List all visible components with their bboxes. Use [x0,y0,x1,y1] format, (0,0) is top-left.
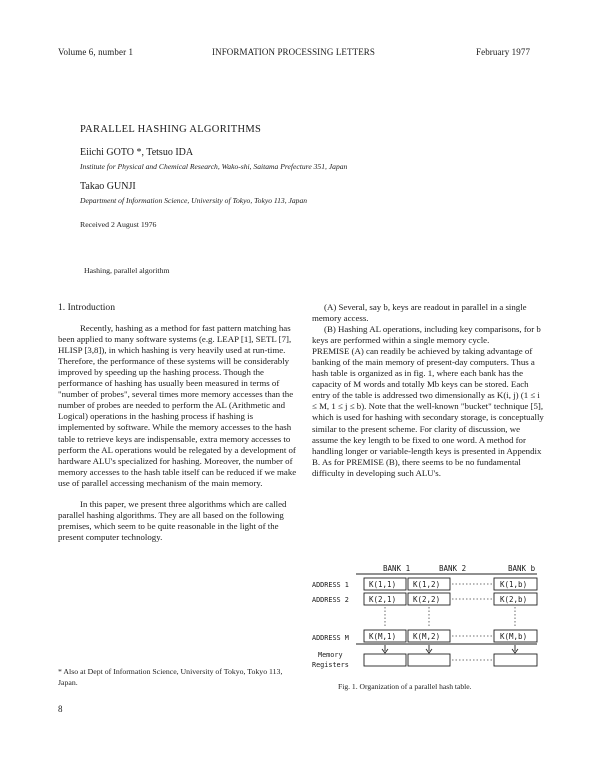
registers-label: Registers [312,661,349,669]
running-header-date: February 1977 [476,47,531,57]
running-header-journal: INFORMATION PROCESSING LETTERS [212,47,376,57]
paper-title: PARALLEL HASHING ALGORITHMS [80,124,262,135]
cell-k-m-2: K(M,2) [413,632,441,641]
received-date: Received 2 August 1976 [80,220,157,229]
running-header-volume: Volume 6, number 1 [58,47,134,57]
premise-discussion: PREMISE (A) can readily be achieved by taking advantage of banking of the main memory of present-day computers. Thus a hash table is organized as in fig. 1, where each bank has the capacity of M words and totally Mb keys can be stored. Each entry of the table is addressed two dimensionally as K(i, j) (1 ≤ i ≤ M, 1 ≤ j ≤ b). Note that the well-known "bucket" technique [5], which is used for hashing with secondary storage, is conceptually similar to the present scheme. For clarity of discussion, we assume the key length to be fixed to one word. A method for handling longer or variable-length keys is presented in Appendix B. As for PREMISE (B), there seems to be no fundamental difficulty in developing such ALU's. [312,346,544,478]
bank-b-label: BANK b [508,564,536,573]
figure-caption: Fig. 1. Organization of a parallel hash table. [338,682,472,691]
hash-table-figure [310,560,546,678]
cell-k-m-b: K(M,b) [500,632,528,641]
premise-b: (B) Hashing AL operations, including key comparisons, for b keys are performed within a single memory cycle. [312,324,541,346]
cell-k-2-b: K(2,b) [500,595,528,604]
cell-k-2-2: K(2,2) [413,595,441,604]
affiliation-2: Department of Information Science, University of Tokyo, Tokyo 113, Japan [80,196,308,205]
section-heading: 1. Introduction [58,302,116,313]
intro-paragraph-1: Recently, hashing as a method for fast pattern matching has been applied to many software systems (e.g. LEAP [1], SETL [7], HLISP [3,8]), in which hashing is very heavily used at run-time. Therefore, the performance of these systems will be considerably improved by speeding up the hashing process. Though the performance of hashing has usually been measured in terms of "number of probes", several times more memory accesses than the number of probes are needed to perform the AL (Arithmetic and Logical) operations in the hashing process if hashing is implemented by software. While the memory accesses to the hash table to retrieve keys are indispensable, extra memory accesses to perform the AL operations would be relegated by a development of hardware ALU's specialized for hashing. Moreover, the number of memory accesses to the hash table itself can be reduced if we make use of parallel accessing mechanism of the main memory. [58,323,297,488]
row-label-address-m: ADDRESS M [312,634,349,642]
cell-k-1-b: K(1,b) [500,580,528,589]
memory-label: Memory [318,651,343,659]
cell-k-1-1: K(1,1) [369,580,397,589]
right-column [312,302,544,479]
left-column [58,302,298,543]
bank-1-label: BANK 1 [383,564,411,573]
footnote: * Also at Dept of Information Science, University of Tokyo, Tokyo 113, Japan. [58,667,283,687]
cell-k-m-1: K(M,1) [369,632,397,641]
keywords: Hashing, parallel algorithm [84,266,170,275]
authors-line-2: Takao GUNJI [80,181,136,192]
row-label-address-2: ADDRESS 2 [312,596,349,604]
row-label-address-1: ADDRESS 1 [312,581,349,589]
affiliation-1: Institute for Physical and Chemical Research, Wako-shi, Saitama Prefecture 351, Japan [80,162,348,171]
intro-paragraph-2: In this paper, we present three algorithms which are called parallel hashing algorithms. They are all based on the following premises, which seem to be quite reasonable in the light of the present computer technology. [58,498,287,542]
premise-a: (A) Several, say b, keys are readout in parallel in a single memory access. [312,302,527,324]
bank-2-label: BANK 2 [439,564,467,573]
cell-k-1-2: K(1,2) [413,580,441,589]
page-number: 8 [58,704,63,714]
authors-line-1: Eiichi GOTO *, Tetsuo IDA [80,147,194,158]
cell-k-2-1: K(2,1) [369,595,397,604]
